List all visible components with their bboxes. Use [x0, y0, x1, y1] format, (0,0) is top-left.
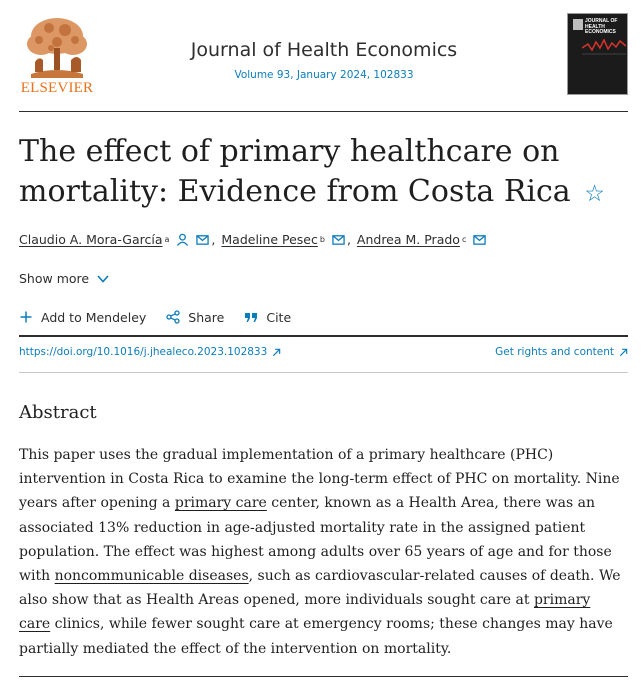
actions-divider — [19, 335, 628, 337]
topic-link-primary-care[interactable]: primary care — [174, 495, 267, 512]
author-2 — [221, 232, 345, 247]
author-name-link[interactable]: Andrea M. Prado — [356, 232, 460, 247]
article-title — [19, 132, 619, 214]
author-3 — [357, 232, 486, 247]
email-icon[interactable] — [332, 233, 345, 246]
author-affiliation-sup[interactable]: a — [164, 235, 170, 244]
journal-title-link[interactable]: Journal of Health Economics — [190, 39, 458, 61]
plus-icon — [19, 310, 33, 324]
quote-icon — [244, 310, 258, 324]
show-more-button[interactable] — [19, 271, 109, 286]
abstract-segment: This paper uses the gradual implementation of a primary healthcare (PHC) intervention in Costa Rica to examine the long-term effect of PHC on mortality. Nine years after opening a — [19, 447, 620, 512]
person-icon[interactable] — [176, 233, 189, 246]
journal-header — [19, 12, 628, 98]
doi-link[interactable] — [19, 346, 281, 358]
share-button[interactable] — [166, 310, 224, 325]
abstract-segment: center, known as a Health Area, there was an associated 13% reduction in age-adjusted mortality rate in the assigned patient population. The effect was highest among adults over 65 years of age and for those with — [19, 495, 612, 585]
abstract-segment: clinics, while fewer sought care at emergency rooms; these changes may have partially mediated the effect of the intervention on mortality. — [19, 616, 613, 657]
article-title-text: The effect of primary healthcare on mortality: Evidence from Costa Rica — [19, 134, 571, 209]
external-link-icon — [619, 348, 628, 357]
doi-text: https://doi.org/10.1016/j.jhealeco.2023.102833 — [19, 346, 268, 358]
email-icon[interactable] — [196, 233, 209, 246]
cite-button[interactable] — [244, 310, 291, 325]
article-actions — [19, 308, 311, 326]
share-icon — [166, 310, 180, 324]
get-rights-link[interactable] — [495, 346, 628, 358]
abstract-segment: , such as cardiovascular-related causes of death. We also show that as Health Areas opened, more individuals sought care at — [19, 568, 621, 609]
elsevier-tree-icon — [21, 14, 93, 80]
header-divider — [19, 111, 628, 112]
abstract-heading: Abstract — [19, 402, 97, 423]
chevron-down-icon — [97, 275, 109, 283]
cover-elsevier-mark — [573, 19, 583, 30]
star-outline-icon[interactable]: ☆ — [584, 181, 605, 207]
abstract-text — [19, 443, 624, 661]
author-separator: , — [346, 232, 351, 247]
add-to-mendeley-button[interactable] — [19, 310, 146, 325]
author-separator: , — [211, 232, 216, 247]
journal-cover[interactable] — [567, 13, 628, 95]
topic-link-noncommunicable-diseases[interactable]: noncommunicable diseases — [54, 568, 249, 585]
share-label: Share — [188, 309, 225, 325]
author-affiliation-sup[interactable]: b — [319, 235, 325, 244]
topic-link-primary-care[interactable]: primary care — [19, 592, 591, 633]
article-links — [19, 346, 628, 362]
abstract-divider — [19, 676, 628, 677]
get-rights-text: Get rights and content — [495, 346, 614, 358]
author-list — [19, 232, 629, 252]
author-affiliation-sup[interactable]: c — [461, 235, 467, 244]
elsevier-logo[interactable] — [19, 12, 95, 98]
author-1 — [19, 232, 209, 247]
journal-volume-link[interactable]: Volume 93, January 2024, 102833 — [234, 69, 414, 81]
cover-title: JOURNAL OF HEALTH ECONOMICS — [585, 18, 618, 35]
author-name-link[interactable]: Madeline Pesec — [221, 232, 318, 247]
external-link-icon — [272, 348, 281, 357]
email-icon[interactable] — [473, 233, 486, 246]
show-more-label: Show more — [19, 271, 90, 286]
publisher-name: ELSEVIER — [20, 80, 94, 96]
cite-label: Cite — [266, 309, 292, 325]
links-divider — [19, 372, 628, 373]
journal-title[interactable] — [139, 39, 509, 61]
author-name-link[interactable]: Claudio A. Mora-García — [19, 232, 163, 247]
cover-graph-icon — [582, 34, 626, 56]
add-to-mendeley-label: Add to Mendeley — [41, 309, 147, 325]
